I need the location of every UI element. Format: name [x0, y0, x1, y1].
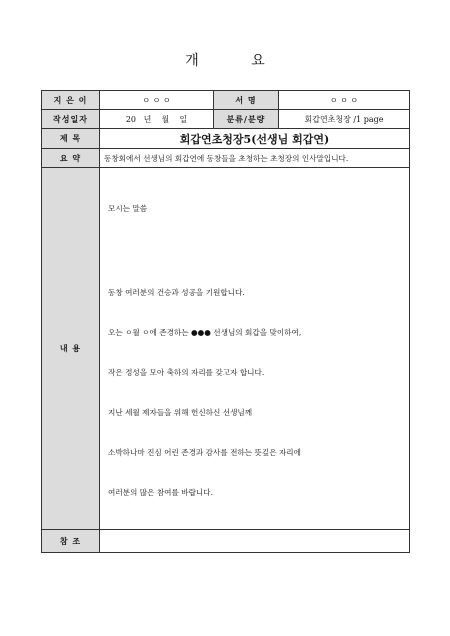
date-row	[42, 110, 410, 129]
subject-label: 제 목	[42, 129, 100, 149]
content-body	[100, 168, 410, 530]
author-row	[42, 91, 410, 110]
signature-value: ㅇ ㅇ ㅇ	[279, 91, 410, 110]
content-line: 모시는 말씀	[108, 204, 148, 213]
reference-label: 참 조	[42, 530, 100, 553]
signature-label: 서 명	[214, 91, 279, 110]
content-line: 지난 세월 제자들을 위해 헌신하신 선생님께	[108, 408, 253, 417]
subject-value: 회갑연초청장5(선생님 회갑연)	[100, 129, 410, 149]
content-line: 소박하나마 진심 어린 존경과 감사를 전하는 뜻깊은 자리에	[108, 448, 301, 457]
content-line: 오는 ㅇ월 ㅇ에 존경하는 ●●● 선생님의 회갑을 맞이하여,	[108, 328, 302, 337]
author-value: ㅇ ㅇ ㅇ	[100, 91, 214, 110]
content-line: 작은 정성을 모아 축하의 자리를 갖고자 합니다.	[108, 368, 265, 377]
summary-value: 동창회에서 선생님의 회갑연에 동창들을 초청하는 초청장의 인사말입니다.	[100, 149, 410, 168]
date-label: 작성일자	[42, 110, 100, 129]
document-info-table	[41, 90, 410, 553]
category-value: 회갑연초청장 /1 page	[279, 110, 410, 129]
content-label: 내 용	[42, 168, 100, 530]
summary-label: 요 약	[42, 149, 100, 168]
reference-value	[100, 530, 410, 553]
date-value: 20 년 월 일	[100, 110, 214, 129]
content-row	[42, 168, 410, 530]
content-line: 동창 여러분의 건승과 성공을 기원합니다.	[108, 288, 245, 297]
summary-row	[42, 149, 410, 168]
content-line: 여러분의 많은 참여를 바랍니다.	[108, 488, 214, 497]
author-label: 지 은 이	[42, 91, 100, 110]
reference-row	[42, 530, 410, 553]
category-label: 분류/분량	[214, 110, 279, 129]
subject-row	[42, 129, 410, 149]
page-title: 개 요	[185, 53, 289, 69]
